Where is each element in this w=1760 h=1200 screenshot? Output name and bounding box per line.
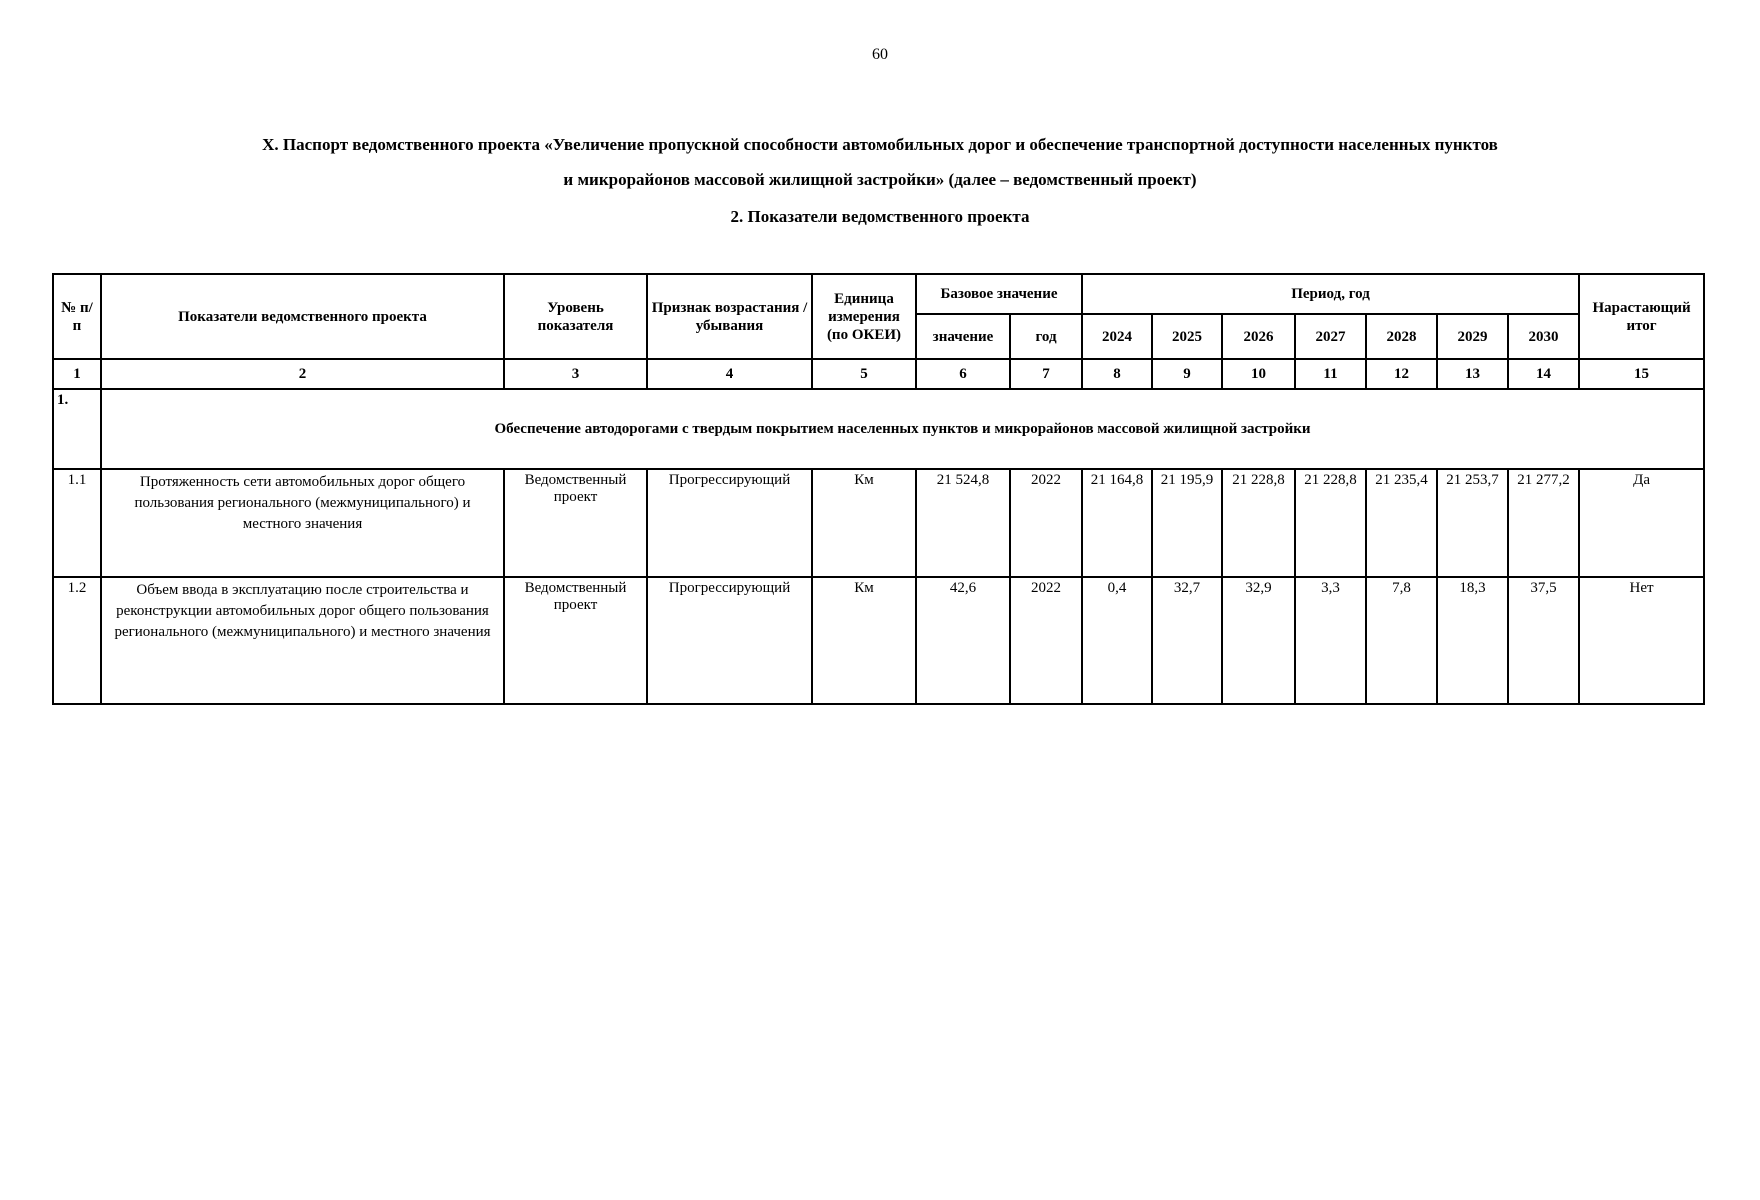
row-level: Ведомственный проект	[504, 577, 647, 704]
column-number: 2	[101, 359, 504, 389]
column-number: 14	[1508, 359, 1579, 389]
row-year-value: 37,5	[1508, 577, 1579, 704]
row-year-value: 21 228,8	[1295, 469, 1366, 577]
row-unit: Км	[812, 577, 916, 704]
section-number: 1.	[53, 389, 101, 469]
row-cumulative: Да	[1579, 469, 1704, 577]
section-row	[53, 389, 1704, 469]
row-year-value: 21 235,4	[1366, 469, 1437, 577]
header-period: Период, год	[1082, 274, 1579, 314]
header-cumulative: Нарастающий итог	[1579, 274, 1704, 359]
row-year-value: 21 228,8	[1222, 469, 1295, 577]
row-base-year: 2022	[1010, 469, 1082, 577]
section-heading: 2. Показатели ведомственного проекта	[730, 207, 1030, 226]
column-number: 1	[53, 359, 101, 389]
row-indicator: Протяженность сети автомобильных дорог общего пользования регионального (межмуниципального) и местного значения	[101, 469, 504, 577]
header-level: Уровень показателя	[504, 274, 647, 359]
column-number: 5	[812, 359, 916, 389]
row-year-value: 21 195,9	[1152, 469, 1222, 577]
column-number: 9	[1152, 359, 1222, 389]
row-year-value: 21 253,7	[1437, 469, 1508, 577]
header-year: 2025	[1152, 314, 1222, 359]
header-base: Базовое значение	[916, 274, 1082, 314]
header-unit: Единица измерения (по ОКЕИ)	[812, 274, 916, 359]
row-trend: Прогрессирующий	[647, 469, 812, 577]
header-trend: Признак возрастания / убывания	[647, 274, 812, 359]
row-unit: Км	[812, 469, 916, 577]
header-base-year: год	[1010, 314, 1082, 359]
header-num: № п/п	[53, 274, 101, 359]
column-number: 6	[916, 359, 1010, 389]
header-base-value: значение	[916, 314, 1010, 359]
column-number: 8	[1082, 359, 1152, 389]
column-number: 11	[1295, 359, 1366, 389]
row-year-value: 3,3	[1295, 577, 1366, 704]
row-year-value: 32,9	[1222, 577, 1295, 704]
row-year-value: 7,8	[1366, 577, 1437, 704]
column-number: 4	[647, 359, 812, 389]
row-year-value: 0,4	[1082, 577, 1152, 704]
column-number: 7	[1010, 359, 1082, 389]
column-number-row	[53, 359, 1704, 389]
column-number: 13	[1437, 359, 1508, 389]
page-number: 60	[872, 46, 888, 63]
table-row	[53, 577, 1704, 704]
row-cumulative: Нет	[1579, 577, 1704, 704]
column-number: 15	[1579, 359, 1704, 389]
header-row-1	[53, 274, 1704, 314]
row-year-value: 21 164,8	[1082, 469, 1152, 577]
row-trend: Прогрессирующий	[647, 577, 812, 704]
row-indicator: Объем ввода в эксплуатацию после строительства и реконструкции автомобильных дорог общего пользования регионального (межмуниципального) и местного значения	[101, 577, 504, 704]
row-base-value: 21 524,8	[916, 469, 1010, 577]
row-level: Ведомственный проект	[504, 469, 647, 577]
header-indicator: Показатели ведомственного проекта	[101, 274, 504, 359]
row-year-value: 32,7	[1152, 577, 1222, 704]
indicators-table	[52, 273, 1705, 705]
row-number: 1.2	[53, 577, 101, 704]
row-year-value: 18,3	[1437, 577, 1508, 704]
column-number: 10	[1222, 359, 1295, 389]
header-year: 2026	[1222, 314, 1295, 359]
column-number: 3	[504, 359, 647, 389]
header-year: 2029	[1437, 314, 1508, 359]
row-base-year: 2022	[1010, 577, 1082, 704]
header-year: 2030	[1508, 314, 1579, 359]
header-year: 2028	[1366, 314, 1437, 359]
header-year: 2027	[1295, 314, 1366, 359]
row-number: 1.1	[53, 469, 101, 577]
document-title-line-2: и микрорайонов массовой жилищной застройки» (далее – ведомственный проект)	[563, 170, 1197, 189]
column-number: 12	[1366, 359, 1437, 389]
table-row	[53, 469, 1704, 577]
row-base-value: 42,6	[916, 577, 1010, 704]
section-title: Обеспечение автодорогами с твердым покрытием населенных пунктов и микрорайонов массовой жилищной застройки	[101, 389, 1704, 469]
row-year-value: 21 277,2	[1508, 469, 1579, 577]
document-title-line-1: X. Паспорт ведомственного проекта «Увеличение пропускной способности автомобильных дорог и обеспечение транспортной доступности населенных пунктов	[262, 135, 1498, 154]
header-year: 2024	[1082, 314, 1152, 359]
